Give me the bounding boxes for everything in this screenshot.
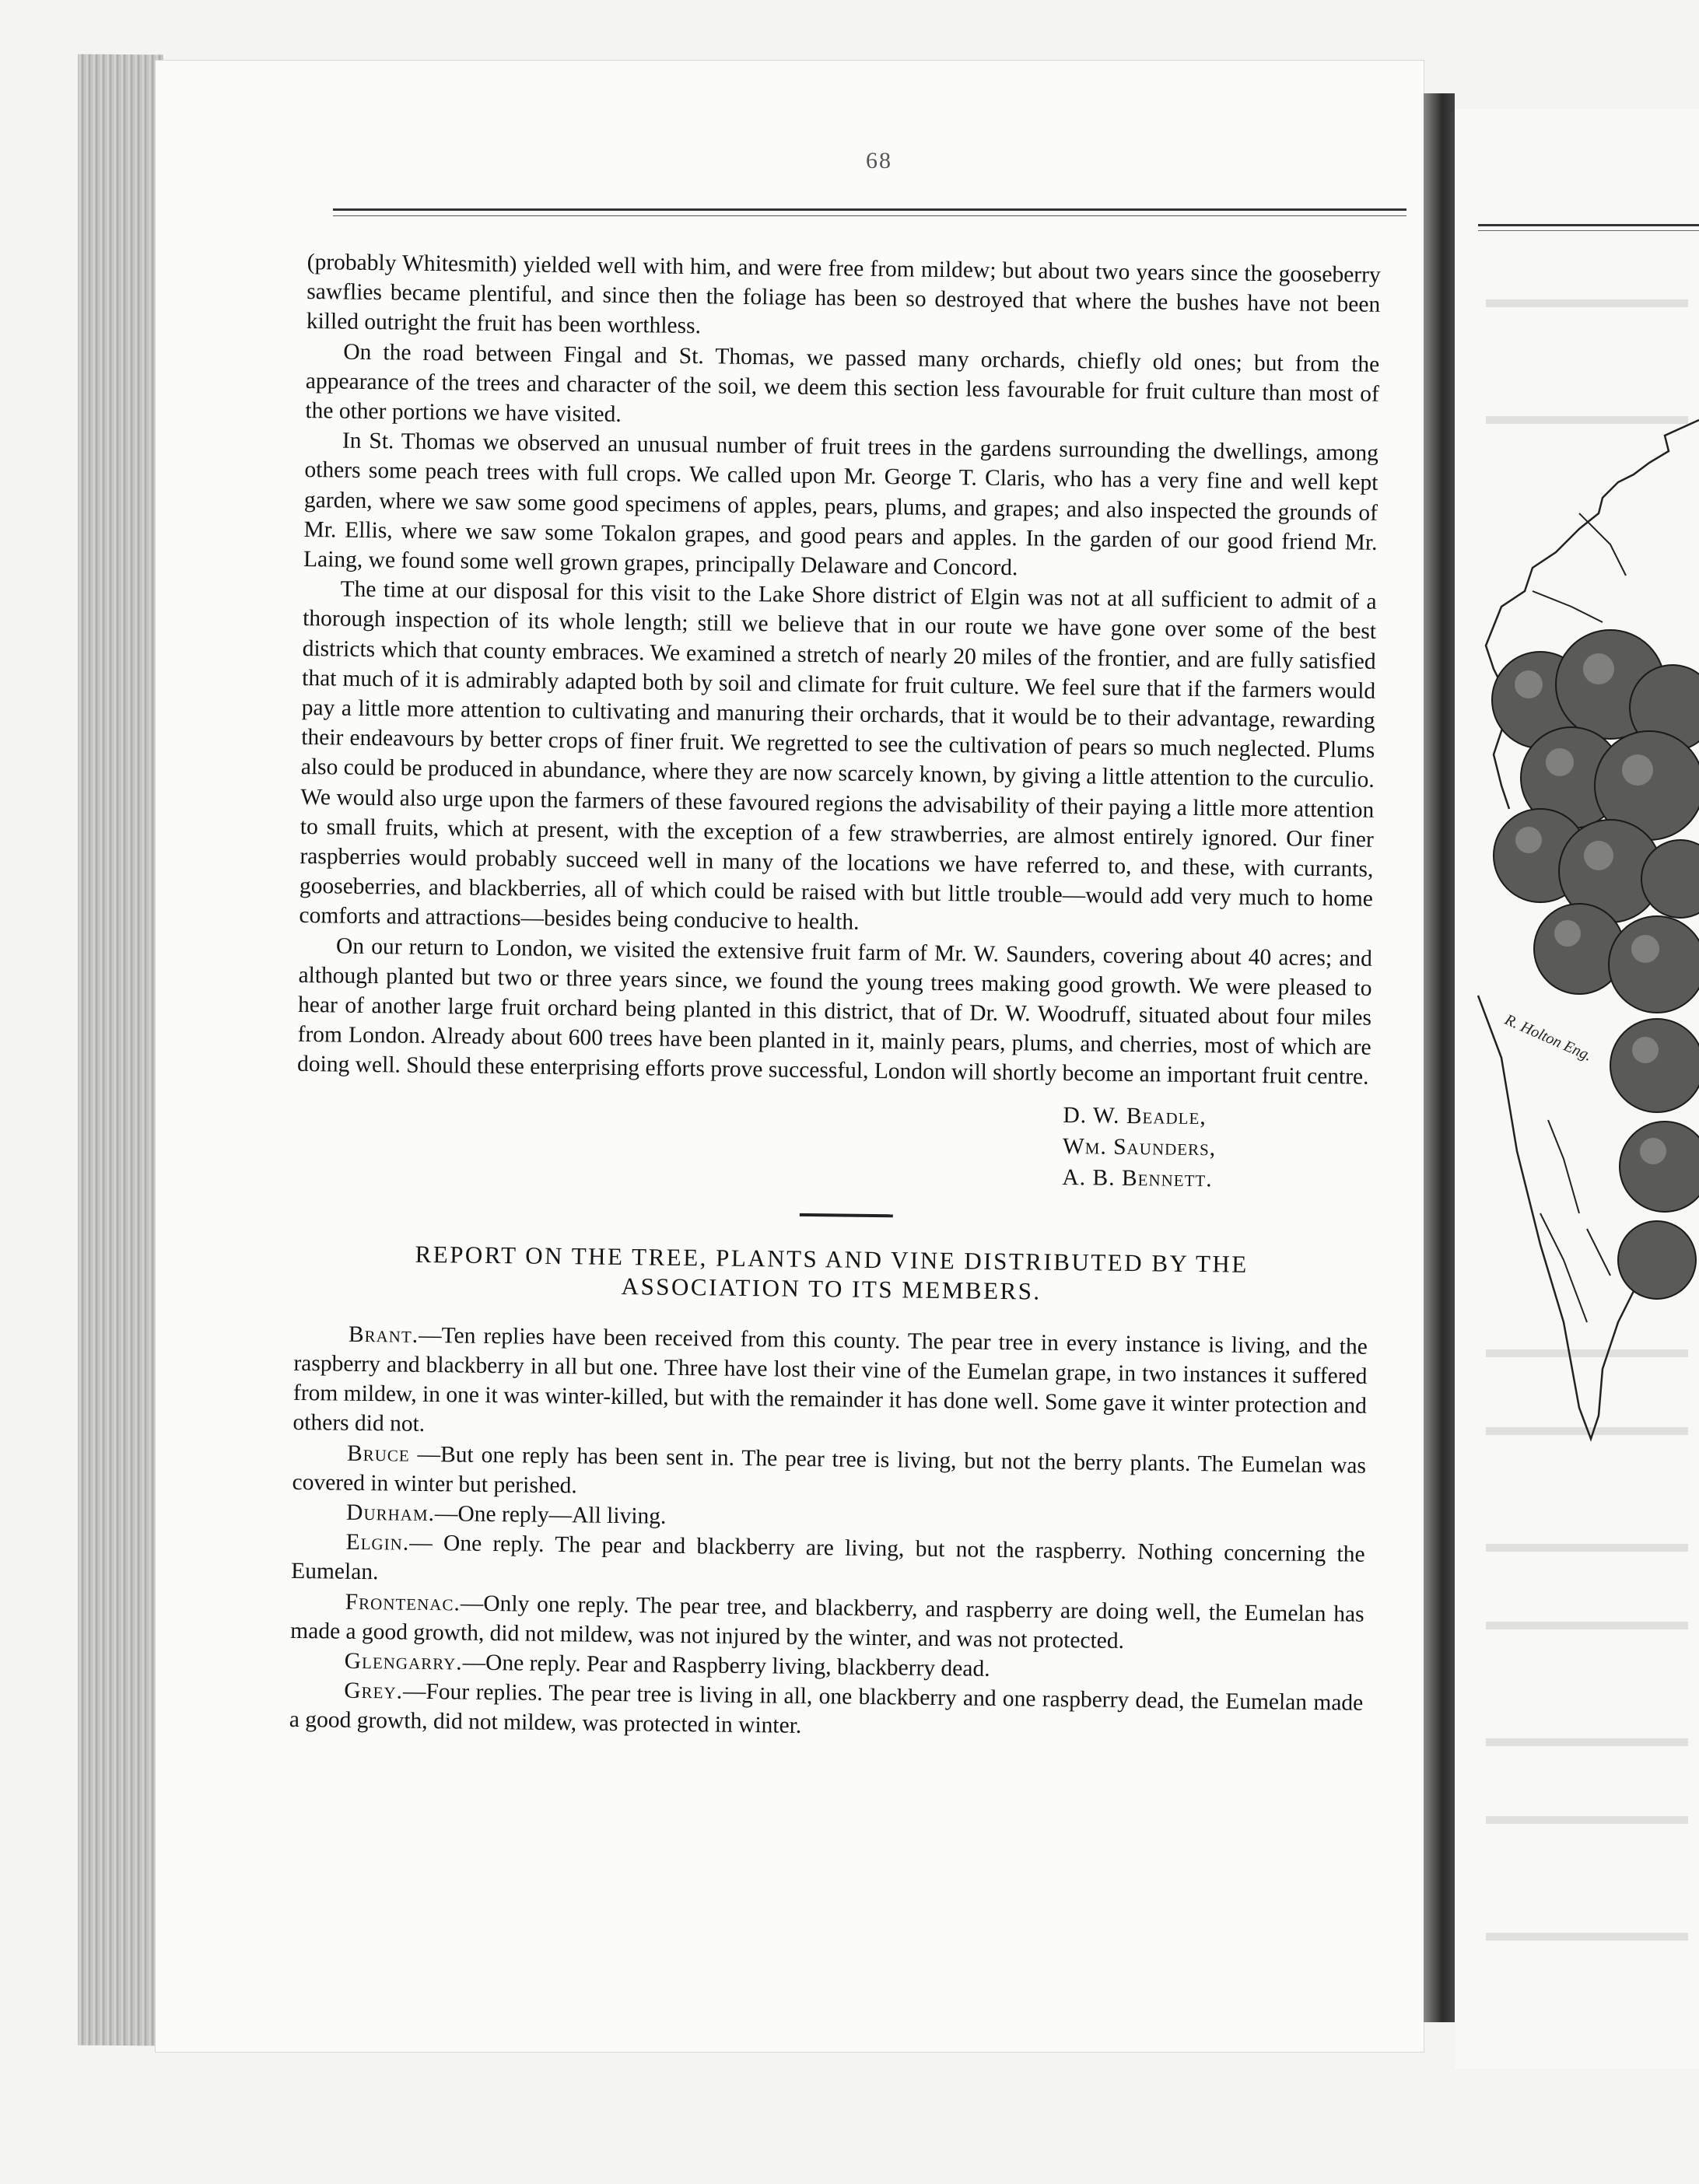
paragraph-3: In St. Thomas we observed an unusual number of fruit trees in the gardens surrounding the dwellings, among others some peach trees with full crops. We called upon Mr. George T. Claris, who has a very fine and well kept garden, where we saw some good specimens of apples, pears, plums, and grapes; and also inspected the grounds of Mr. Ellis, where we saw some Tokalon grapes, and good pears and apples. In the garden of our good friend Mr. Laing, we found some well grown grapes, principally Delaware and Concord. [303, 428, 1379, 581]
section-divider [800, 1213, 893, 1217]
county-name: Glengarry. [344, 1648, 463, 1675]
paragraph-5: On our return to London, we visited the extensive fruit farm of Mr. W. Saunders, covering about 40 acres; and although planted but two or three years since, we found the young trees making good growth. We were pleased to hear of another large fruit orchard being planted in this district, that of Dr. W. Woodruff, situated about four miles from London. Already about 600 trees have been planted in it, mainly pears, plums, and cherries, most of which are doing well. Should these enterprising efforts prove successful, London will shortly become an important fruit centre. [296, 933, 1373, 1090]
report-heading-line-1: REPORT ON THE TREE, PLANTS AND VINE DISTRIBUTED BY THE [415, 1240, 1249, 1278]
county-report: — One reply. The pear and blackberry are living, but not the raspberry. Nothing concerning the Eumelan. [291, 1530, 1365, 1585]
engraver-signature: R. Holton Eng. [1502, 1011, 1595, 1065]
page-number: 68 [866, 148, 892, 173]
signatures [1062, 1100, 1370, 1197]
book-gutter [1424, 93, 1455, 2022]
signatory-3: A. B. Bennett. [1062, 1164, 1213, 1192]
county-name: Grey. [344, 1678, 404, 1704]
county-report: —Ten replies have been received from this county. The pear tree in every instance is living, and the raspberry and blackberry in all but one. Three have lost their vine of the Eumelan grape, in two instances it suffered from mildew, in one it was winter-killed, but with the remainder it has done well. Some gave it winter protection and others did not. [293, 1322, 1368, 1437]
text-column [289, 247, 1381, 1748]
county-report: —One reply. Pear and Raspberry living, blackberry dead. [462, 1650, 990, 1682]
paragraph-2: On the road between Fingal and St. Thomas, we passed many orchards, chiefly old ones; but from the appearance of the trees and character of the soil, we deem this section less favourable for fruit culture than most of the other portions we have visited. [305, 339, 1380, 427]
report-heading-line-2: ASSOCIATION TO ITS MEMBERS. [621, 1272, 1042, 1305]
county-name: Durham. [345, 1500, 436, 1527]
facing-page [1455, 109, 1699, 2069]
report-entries [289, 1319, 1368, 1748]
header-rule [333, 208, 1406, 216]
paragraph-4: The time at our disposal for this visit to the Lake Shore district of Elgin was not at all sufficient to admit of a thorough inspection of its whole length; still we believe that in our route we have gone over some of the best districts which that county embraces. We examined a stretch of nearly 20 miles of the frontier, and are fully satisfied that much of it is admirably adapted both by soil and climate for fruit culture. We feel sure that if the farmers would pay a little more attention to cultivating and manuring their orchards, that it would be to their advantage, rewarding their endeavours by better crops of finer fruit. We regretted to see the cultivation of pears so much neglected. Plums also could be produced in abundance, where they are now scarcely known, by giving a little attention to the curculio. We would also urge upon the farmers of these favoured regions the advisability of their paying a little more attention to small fruits, which at present, with the exception of a few strawberries, are almost entirely ignored. Our finer raspberries would probably succeed well in many of the locations we have referred to, and these, with currants, gooseberries, and blackberries, all of which could be raised with but little trouble—would add very much to home comforts and attractions—besides being conducive to health. [299, 576, 1377, 936]
county-report: —Only one reply. The pear tree, and blackberry, and raspberry are doing well, the Eumelan has made a good growth, did not mildew, was not injured by the winter, and was not protected. [290, 1591, 1364, 1654]
berry-leaf-illustration [1455, 109, 1699, 2069]
county-report: —One reply—All living. [434, 1501, 667, 1529]
report-heading [295, 1238, 1369, 1311]
book-page-edges [78, 54, 163, 2046]
county-name: Elgin. [345, 1529, 410, 1556]
county-name: Bruce [346, 1440, 410, 1467]
county-name: Frontenac. [345, 1589, 461, 1616]
county-report: —But one reply has been sent in. The pear tree is living, but not the berry plants. The Eumelan was covered in winter but perished. [292, 1441, 1367, 1499]
county-name: Brant. [348, 1321, 419, 1348]
signatory-1: D. W. Beadle, [1063, 1102, 1207, 1129]
paragraph-1: (probably Whitesmith) yielded well with him, and were free from mildew; but about two years since the gooseberry sawflies became plentiful, and since then the foliage has been so destroyed that where the bushes have not been killed outright the fruit has been worthless. [306, 249, 1381, 339]
county-report: —Four replies. The pear tree is living in all, one blackberry and one raspberry dead, the Eumelan made a good growth, did not mildew, was protected in winter. [289, 1678, 1364, 1739]
report-entry-brant [293, 1319, 1368, 1451]
signatory-2: Wm. Saunders, [1062, 1133, 1217, 1161]
